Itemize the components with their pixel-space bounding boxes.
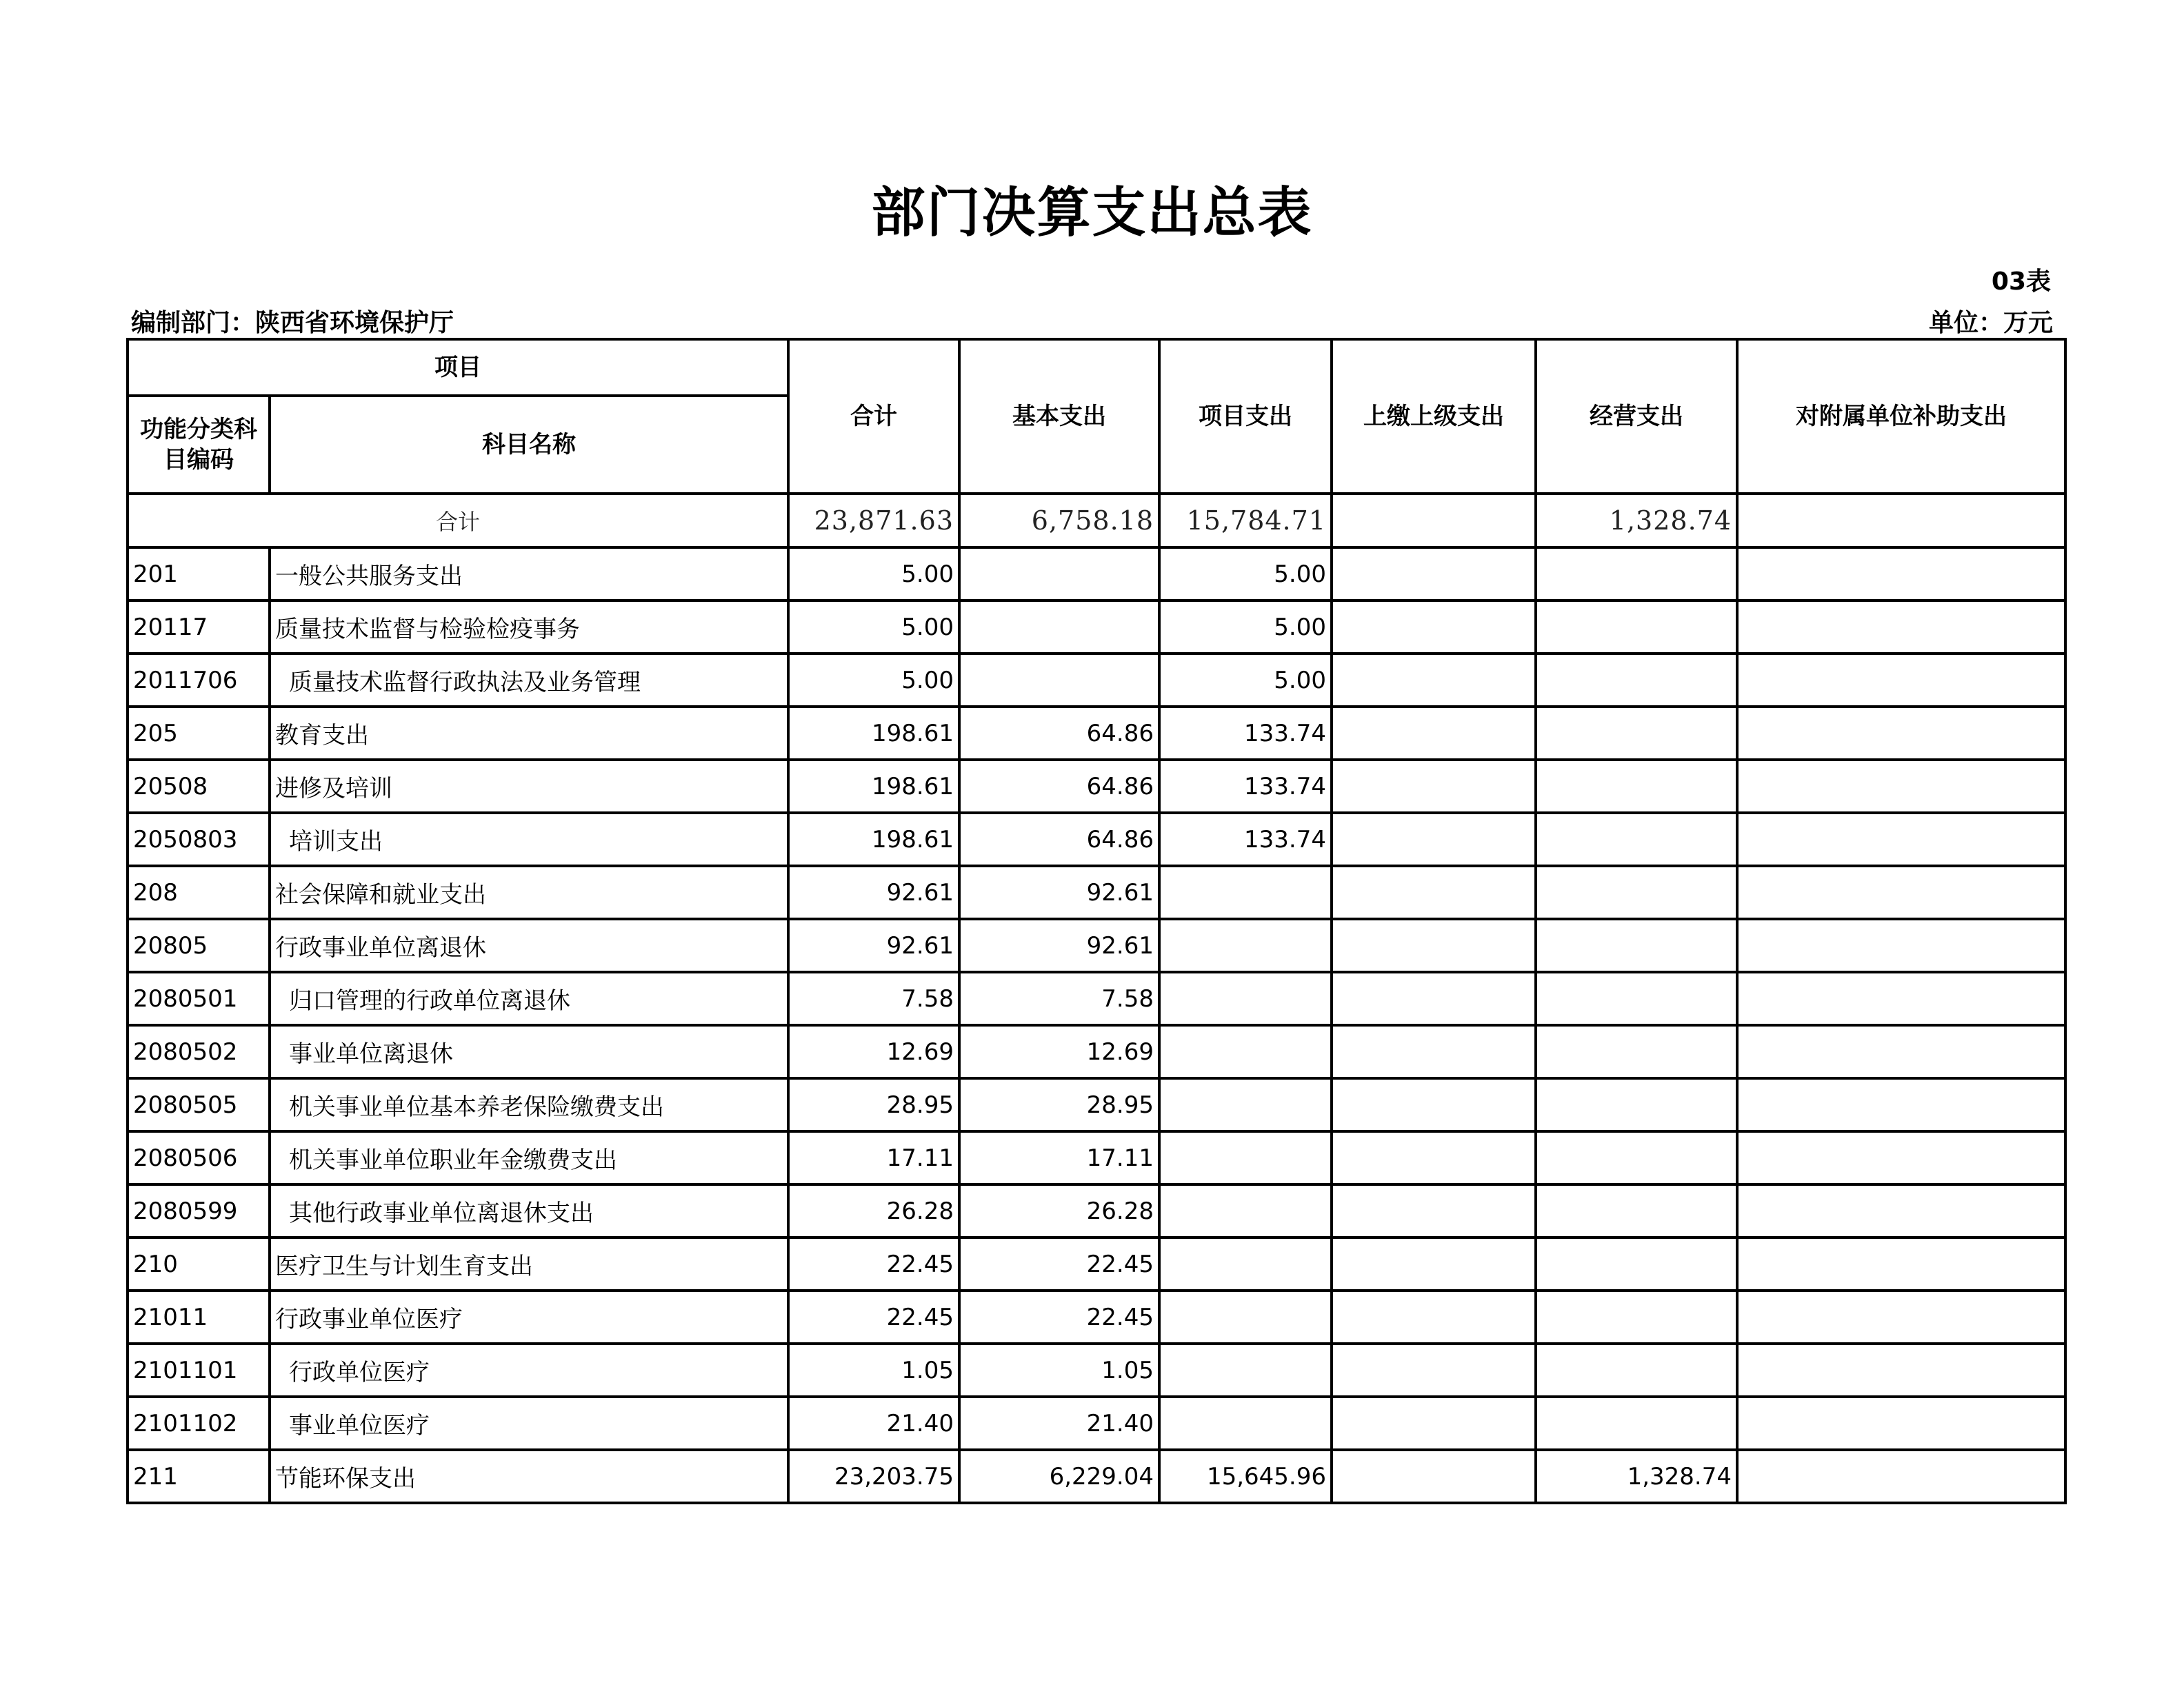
project-cell bbox=[1159, 919, 1332, 972]
name-cell: 质量技术监督行政执法及业务管理 bbox=[270, 654, 788, 707]
basic-cell: 28.95 bbox=[959, 1078, 1159, 1131]
basic-cell bbox=[959, 600, 1159, 654]
table-row bbox=[128, 1238, 2065, 1291]
subsidy-cell bbox=[1737, 1184, 2065, 1238]
subsidy-cell bbox=[1737, 1025, 2065, 1078]
name-cell: 培训支出 bbox=[270, 813, 788, 866]
table-row bbox=[128, 600, 2065, 654]
total-cell: 5.00 bbox=[788, 547, 959, 600]
code-cell: 210 bbox=[128, 1238, 270, 1291]
upper-cell bbox=[1332, 1131, 1536, 1184]
table-row bbox=[128, 1291, 2065, 1344]
subsidy-cell bbox=[1737, 1078, 2065, 1131]
basic-cell: 92.61 bbox=[959, 919, 1159, 972]
name-cell: 行政单位医疗 bbox=[270, 1344, 788, 1397]
upper-cell bbox=[1332, 1184, 1536, 1238]
name-cell: 事业单位离退休 bbox=[270, 1025, 788, 1078]
name-cell: 医疗卫生与计划生育支出 bbox=[270, 1238, 788, 1291]
basic-cell: 6,229.04 bbox=[959, 1450, 1159, 1503]
total-cell: 92.61 bbox=[788, 866, 959, 919]
total-cell: 28.95 bbox=[788, 1078, 959, 1131]
basic-cell: 22.45 bbox=[959, 1291, 1159, 1344]
summary-business: 1,328.74 bbox=[1536, 494, 1737, 547]
table-row bbox=[128, 972, 2065, 1025]
project-cell bbox=[1159, 1344, 1332, 1397]
summary-total: 23,871.63 bbox=[788, 494, 959, 547]
table-row bbox=[128, 919, 2065, 972]
table-row bbox=[128, 654, 2065, 707]
subsidy-cell bbox=[1737, 1344, 2065, 1397]
basic-cell: 26.28 bbox=[959, 1184, 1159, 1238]
total-cell: 7.58 bbox=[788, 972, 959, 1025]
business-cell bbox=[1536, 813, 1737, 866]
basic-cell: 21.40 bbox=[959, 1397, 1159, 1450]
upper-cell bbox=[1332, 866, 1536, 919]
upper-cell bbox=[1332, 547, 1536, 600]
table-row bbox=[128, 1344, 2065, 1397]
project-cell bbox=[1159, 1397, 1332, 1450]
name-cell: 社会保障和就业支出 bbox=[270, 866, 788, 919]
total-cell: 198.61 bbox=[788, 760, 959, 813]
name-cell: 行政事业单位医疗 bbox=[270, 1291, 788, 1344]
code-cell: 20805 bbox=[128, 919, 270, 972]
subsidy-cell bbox=[1737, 654, 2065, 707]
summary-label: 合计 bbox=[128, 494, 788, 547]
code-cell: 2050803 bbox=[128, 813, 270, 866]
business-cell: 1,328.74 bbox=[1536, 1450, 1737, 1503]
basic-cell: 17.11 bbox=[959, 1131, 1159, 1184]
table-row bbox=[128, 707, 2065, 760]
total-cell: 5.00 bbox=[788, 600, 959, 654]
project-cell: 133.74 bbox=[1159, 813, 1332, 866]
total-cell: 23,203.75 bbox=[788, 1450, 959, 1503]
business-cell bbox=[1536, 1025, 1737, 1078]
total-cell: 1.05 bbox=[788, 1344, 959, 1397]
subsidy-cell bbox=[1737, 1397, 2065, 1450]
table-row bbox=[128, 1025, 2065, 1078]
code-cell: 2080599 bbox=[128, 1184, 270, 1238]
basic-cell: 1.05 bbox=[959, 1344, 1159, 1397]
summary-project: 15,784.71 bbox=[1159, 494, 1332, 547]
upper-cell bbox=[1332, 1397, 1536, 1450]
code-cell: 205 bbox=[128, 707, 270, 760]
upper-cell bbox=[1332, 600, 1536, 654]
upper-cell bbox=[1332, 1078, 1536, 1131]
code-cell: 201 bbox=[128, 547, 270, 600]
name-cell: 事业单位医疗 bbox=[270, 1397, 788, 1450]
total-cell: 22.45 bbox=[788, 1238, 959, 1291]
summary-subsidy bbox=[1737, 494, 2065, 547]
business-cell bbox=[1536, 1291, 1737, 1344]
subsidy-cell bbox=[1737, 1238, 2065, 1291]
code-cell: 2080505 bbox=[128, 1078, 270, 1131]
expenditure-table bbox=[126, 338, 2067, 1504]
project-cell: 5.00 bbox=[1159, 654, 1332, 707]
table-row bbox=[128, 547, 2065, 600]
project-cell bbox=[1159, 972, 1332, 1025]
table-row bbox=[128, 813, 2065, 866]
code-cell: 21011 bbox=[128, 1291, 270, 1344]
header-business: 经营支出 bbox=[1536, 339, 1737, 494]
code-cell: 2080501 bbox=[128, 972, 270, 1025]
project-cell: 133.74 bbox=[1159, 707, 1332, 760]
project-cell bbox=[1159, 1238, 1332, 1291]
header-subsidy: 对附属单位补助支出 bbox=[1737, 339, 2065, 494]
code-cell: 2011706 bbox=[128, 654, 270, 707]
name-cell: 行政事业单位离退休 bbox=[270, 919, 788, 972]
total-cell: 198.61 bbox=[788, 813, 959, 866]
business-cell bbox=[1536, 1131, 1737, 1184]
name-cell: 一般公共服务支出 bbox=[270, 547, 788, 600]
upper-cell bbox=[1332, 1291, 1536, 1344]
business-cell bbox=[1536, 760, 1737, 813]
table-row bbox=[128, 1397, 2065, 1450]
business-cell bbox=[1536, 919, 1737, 972]
project-cell: 5.00 bbox=[1159, 547, 1332, 600]
project-cell: 15,645.96 bbox=[1159, 1450, 1332, 1503]
business-cell bbox=[1536, 547, 1737, 600]
basic-cell bbox=[959, 547, 1159, 600]
project-cell bbox=[1159, 866, 1332, 919]
table-row bbox=[128, 760, 2065, 813]
subsidy-cell bbox=[1737, 760, 2065, 813]
basic-cell: 64.86 bbox=[959, 813, 1159, 866]
project-cell bbox=[1159, 1025, 1332, 1078]
business-cell bbox=[1536, 1184, 1737, 1238]
project-cell: 133.74 bbox=[1159, 760, 1332, 813]
table-number: 03表 bbox=[1991, 267, 2051, 296]
total-cell: 17.11 bbox=[788, 1131, 959, 1184]
subsidy-cell bbox=[1737, 600, 2065, 654]
total-cell: 5.00 bbox=[788, 654, 959, 707]
code-cell: 2101101 bbox=[128, 1344, 270, 1397]
total-cell: 198.61 bbox=[788, 707, 959, 760]
summary-row bbox=[128, 494, 2065, 547]
project-cell bbox=[1159, 1131, 1332, 1184]
basic-cell bbox=[959, 654, 1159, 707]
name-cell: 节能环保支出 bbox=[270, 1450, 788, 1503]
name-cell: 进修及培训 bbox=[270, 760, 788, 813]
unit-label: 单位：万元 bbox=[1928, 309, 2053, 337]
total-cell: 92.61 bbox=[788, 919, 959, 972]
header-code: 功能分类科目编码 bbox=[128, 396, 270, 494]
subsidy-cell bbox=[1737, 1450, 2065, 1503]
code-cell: 2101102 bbox=[128, 1397, 270, 1450]
header-item: 项目 bbox=[128, 339, 788, 396]
name-cell: 教育支出 bbox=[270, 707, 788, 760]
code-cell: 208 bbox=[128, 866, 270, 919]
upper-cell bbox=[1332, 707, 1536, 760]
header-name: 科目名称 bbox=[270, 396, 788, 494]
summary-upper bbox=[1332, 494, 1536, 547]
header-project: 项目支出 bbox=[1159, 339, 1332, 494]
header-total: 合计 bbox=[788, 339, 959, 494]
subsidy-cell bbox=[1737, 1131, 2065, 1184]
upper-cell bbox=[1332, 1025, 1536, 1078]
name-cell: 归口管理的行政单位离退休 bbox=[270, 972, 788, 1025]
total-cell: 26.28 bbox=[788, 1184, 959, 1238]
basic-cell: 12.69 bbox=[959, 1025, 1159, 1078]
name-cell: 机关事业单位职业年金缴费支出 bbox=[270, 1131, 788, 1184]
business-cell bbox=[1536, 600, 1737, 654]
subsidy-cell bbox=[1737, 1291, 2065, 1344]
business-cell bbox=[1536, 972, 1737, 1025]
code-cell: 211 bbox=[128, 1450, 270, 1503]
basic-cell: 92.61 bbox=[959, 866, 1159, 919]
code-cell: 20508 bbox=[128, 760, 270, 813]
upper-cell bbox=[1332, 972, 1536, 1025]
subsidy-cell bbox=[1737, 972, 2065, 1025]
code-cell: 2080502 bbox=[128, 1025, 270, 1078]
total-cell: 12.69 bbox=[788, 1025, 959, 1078]
basic-cell: 64.86 bbox=[959, 707, 1159, 760]
basic-cell: 22.45 bbox=[959, 1238, 1159, 1291]
total-cell: 22.45 bbox=[788, 1291, 959, 1344]
business-cell bbox=[1536, 654, 1737, 707]
upper-cell bbox=[1332, 1450, 1536, 1503]
project-cell bbox=[1159, 1078, 1332, 1131]
table-row bbox=[128, 1078, 2065, 1131]
business-cell bbox=[1536, 1344, 1737, 1397]
project-cell bbox=[1159, 1291, 1332, 1344]
summary-basic: 6,758.18 bbox=[959, 494, 1159, 547]
subsidy-cell bbox=[1737, 813, 2065, 866]
header-basic: 基本支出 bbox=[959, 339, 1159, 494]
name-cell: 机关事业单位基本养老保险缴费支出 bbox=[270, 1078, 788, 1131]
subsidy-cell bbox=[1737, 547, 2065, 600]
header-upper: 上缴上级支出 bbox=[1332, 339, 1536, 494]
business-cell bbox=[1536, 866, 1737, 919]
subsidy-cell bbox=[1737, 707, 2065, 760]
name-cell: 其他行政事业单位离退休支出 bbox=[270, 1184, 788, 1238]
upper-cell bbox=[1332, 1344, 1536, 1397]
table-row bbox=[128, 1131, 2065, 1184]
basic-cell: 7.58 bbox=[959, 972, 1159, 1025]
subsidy-cell bbox=[1737, 866, 2065, 919]
upper-cell bbox=[1332, 760, 1536, 813]
business-cell bbox=[1536, 1238, 1737, 1291]
name-cell: 质量技术监督与检验检疫事务 bbox=[270, 600, 788, 654]
upper-cell bbox=[1332, 654, 1536, 707]
page-title: 部门决算支出总表 bbox=[871, 182, 1313, 244]
table-row bbox=[128, 866, 2065, 919]
total-cell: 21.40 bbox=[788, 1397, 959, 1450]
business-cell bbox=[1536, 707, 1737, 760]
table-row bbox=[128, 1184, 2065, 1238]
project-cell: 5.00 bbox=[1159, 600, 1332, 654]
code-cell: 2080506 bbox=[128, 1131, 270, 1184]
business-cell bbox=[1536, 1397, 1737, 1450]
upper-cell bbox=[1332, 813, 1536, 866]
code-cell: 20117 bbox=[128, 600, 270, 654]
upper-cell bbox=[1332, 919, 1536, 972]
upper-cell bbox=[1332, 1238, 1536, 1291]
subsidy-cell bbox=[1737, 919, 2065, 972]
project-cell bbox=[1159, 1184, 1332, 1238]
table-row bbox=[128, 1450, 2065, 1503]
basic-cell: 64.86 bbox=[959, 760, 1159, 813]
department-label: 编制部门：陕西省环境保护厅 bbox=[131, 309, 454, 337]
business-cell bbox=[1536, 1078, 1737, 1131]
